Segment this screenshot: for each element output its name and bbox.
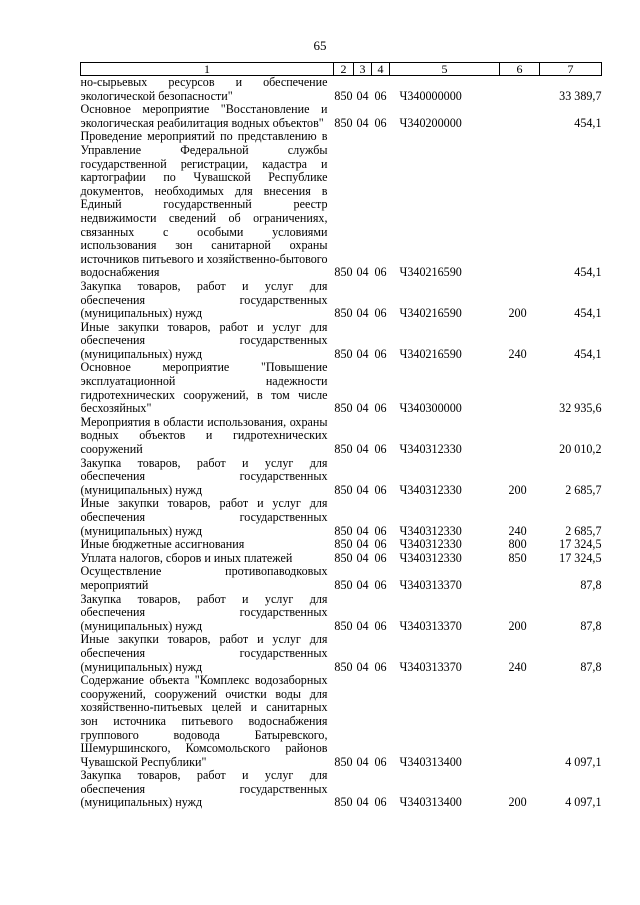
row-target-article: Ч340312330 bbox=[399, 523, 462, 538]
page-number: 65 bbox=[313, 38, 327, 53]
row-expense-type: 200 bbox=[508, 482, 527, 497]
table-row bbox=[81, 416, 602, 457]
row-subsection: 06 bbox=[374, 346, 387, 361]
row-section: 04 bbox=[356, 306, 369, 321]
column-header: 6 bbox=[500, 63, 540, 76]
table-row bbox=[81, 361, 602, 415]
row-target-article: Ч340216590 bbox=[399, 306, 462, 321]
table-row bbox=[81, 633, 602, 674]
row-amount: 32 935,6 bbox=[559, 401, 602, 416]
column-header: 5 bbox=[390, 63, 500, 76]
row-expense-type: 200 bbox=[508, 795, 527, 810]
row-name: Закупка товаров, работ и услуг для обеспечения государственных (муниципальных) нужд bbox=[80, 455, 328, 497]
column-header: 2 bbox=[334, 63, 354, 76]
column-header: 4 bbox=[372, 63, 390, 76]
row-name: Содержание объекта "Комплекс водозаборных сооружений, сооружений очистки воды для хозяйственно-питьевых целей и санитарных зон источника питьевого водоснабжения группового водовода Батыревского, Шемуршинского, Комсомольского районов Чувашской Республики" bbox=[80, 673, 328, 769]
row-name: Закупка товаров, работ и услуг для обеспечения государственных (муниципальных) нужд bbox=[80, 768, 328, 810]
row-admin-code: 850 bbox=[334, 523, 353, 538]
row-section: 04 bbox=[356, 265, 369, 280]
row-subsection: 06 bbox=[374, 537, 387, 552]
row-admin-code: 850 bbox=[334, 550, 353, 565]
row-expense-type bbox=[500, 361, 540, 415]
row-subsection: 06 bbox=[374, 265, 387, 280]
row-section: 04 bbox=[356, 795, 369, 810]
row-expense-type: 240 bbox=[508, 659, 527, 674]
row-admin-code: 850 bbox=[334, 306, 353, 321]
row-name: Основное мероприятие "Повышение эксплуатационной надежности гидротехнических сооружений, в том числе бесхозяйных" bbox=[80, 360, 328, 416]
row-amount: 454,1 bbox=[574, 346, 602, 361]
row-admin-code: 850 bbox=[334, 659, 353, 674]
row-target-article: Ч340313370 bbox=[399, 577, 462, 592]
row-subsection: 06 bbox=[374, 795, 387, 810]
table-row bbox=[81, 593, 602, 634]
row-amount: 4 097,1 bbox=[565, 754, 602, 769]
row-target-article: Ч340216590 bbox=[399, 265, 462, 280]
row-subsection: 06 bbox=[374, 88, 387, 103]
table-row bbox=[81, 538, 602, 552]
budget-table bbox=[80, 62, 602, 810]
row-section: 04 bbox=[356, 346, 369, 361]
row-amount: 2 685,7 bbox=[565, 482, 602, 497]
row-name: Мероприятия в области использования, охраны водных объектов и гидротехнических сооружений bbox=[80, 414, 328, 457]
row-amount: 17 324,5 bbox=[559, 550, 602, 565]
row-admin-code: 850 bbox=[334, 577, 353, 592]
row-expense-type: 850 bbox=[508, 550, 527, 565]
row-expense-type: 800 bbox=[508, 537, 527, 552]
table-row bbox=[81, 103, 602, 130]
table-row bbox=[81, 280, 602, 321]
row-target-article: Ч340000000 bbox=[399, 88, 462, 103]
column-header: 7 bbox=[540, 63, 602, 76]
row-subsection: 06 bbox=[374, 754, 387, 769]
row-section: 04 bbox=[356, 550, 369, 565]
row-expense-type bbox=[500, 76, 540, 104]
row-subsection: 06 bbox=[374, 577, 387, 592]
row-expense-type: 240 bbox=[508, 523, 527, 538]
row-admin-code: 850 bbox=[334, 401, 353, 416]
row-target-article: Ч340200000 bbox=[399, 115, 462, 130]
row-amount: 454,1 bbox=[574, 265, 602, 280]
table-row bbox=[81, 674, 602, 769]
row-section: 04 bbox=[356, 754, 369, 769]
row-target-article: Ч340313400 bbox=[399, 754, 462, 769]
row-name: Осуществление противопаводковых мероприятий bbox=[80, 564, 328, 592]
row-admin-code: 850 bbox=[334, 754, 353, 769]
row-section: 04 bbox=[356, 442, 369, 457]
table-row bbox=[81, 130, 602, 280]
row-section: 04 bbox=[356, 523, 369, 538]
table-row bbox=[81, 769, 602, 810]
row-admin-code: 850 bbox=[334, 537, 353, 552]
row-amount: 87,8 bbox=[580, 618, 602, 633]
row-section: 04 bbox=[356, 401, 369, 416]
row-section: 04 bbox=[356, 659, 369, 674]
row-target-article: Ч340216590 bbox=[399, 346, 462, 361]
row-name: но-сырьевых ресурсов и обеспечение экологической безопасности" bbox=[80, 75, 328, 103]
row-admin-code: 850 bbox=[334, 442, 353, 457]
table-row bbox=[81, 321, 602, 362]
row-amount: 87,8 bbox=[580, 659, 602, 674]
row-expense-type: 200 bbox=[508, 618, 527, 633]
row-amount: 454,1 bbox=[574, 306, 602, 321]
table-row bbox=[81, 457, 602, 498]
row-name: Иные закупки товаров, работ и услуг для обеспечения государственных (муниципальных) нужд bbox=[80, 632, 328, 674]
row-amount: 454,1 bbox=[574, 115, 602, 130]
row-expense-type bbox=[500, 565, 540, 592]
row-expense-type: 240 bbox=[508, 346, 527, 361]
row-target-article: Ч340300000 bbox=[399, 401, 462, 416]
row-expense-type: 200 bbox=[508, 306, 527, 321]
row-admin-code: 850 bbox=[334, 265, 353, 280]
row-target-article: Ч340313370 bbox=[399, 659, 462, 674]
row-expense-type bbox=[500, 416, 540, 457]
row-subsection: 06 bbox=[374, 659, 387, 674]
row-target-article: Ч340312330 bbox=[399, 482, 462, 497]
row-amount: 33 389,7 bbox=[559, 88, 602, 103]
table-row bbox=[81, 497, 602, 538]
row-target-article: Ч340312330 bbox=[399, 442, 462, 457]
row-admin-code: 850 bbox=[334, 482, 353, 497]
row-name: Иные закупки товаров, работ и услуг для обеспечения государственных (муниципальных) нужд bbox=[80, 496, 328, 538]
row-name: Основное мероприятие "Восстановление и экологическая реабилитация водных объектов" bbox=[80, 102, 328, 130]
row-target-article: Ч340313370 bbox=[399, 618, 462, 633]
table-header-row bbox=[81, 63, 602, 76]
table-row bbox=[81, 552, 602, 566]
row-admin-code: 850 bbox=[334, 618, 353, 633]
row-admin-code: 850 bbox=[334, 346, 353, 361]
row-subsection: 06 bbox=[374, 401, 387, 416]
row-amount: 2 685,7 bbox=[565, 523, 602, 538]
row-amount: 87,8 bbox=[580, 577, 602, 592]
row-subsection: 06 bbox=[374, 115, 387, 130]
row-name: Иные бюджетные ассигнования bbox=[80, 537, 245, 552]
row-amount: 20 010,2 bbox=[559, 442, 602, 457]
row-target-article: Ч340312330 bbox=[399, 550, 462, 565]
row-target-article: Ч340313400 bbox=[399, 795, 462, 810]
row-subsection: 06 bbox=[374, 618, 387, 633]
row-subsection: 06 bbox=[374, 550, 387, 565]
row-expense-type bbox=[500, 103, 540, 130]
row-section: 04 bbox=[356, 577, 369, 592]
row-name: Закупка товаров, работ и услуг для обеспечения государственных (муниципальных) нужд bbox=[80, 278, 328, 321]
row-expense-type bbox=[500, 674, 540, 769]
row-name: Иные закупки товаров, работ и услуг для обеспечения государственных (муниципальных) нужд bbox=[80, 319, 328, 361]
row-admin-code: 850 bbox=[334, 115, 353, 130]
row-admin-code: 850 bbox=[334, 88, 353, 103]
row-subsection: 06 bbox=[374, 306, 387, 321]
row-subsection: 06 bbox=[374, 523, 387, 538]
row-subsection: 06 bbox=[374, 442, 387, 457]
row-expense-type bbox=[500, 130, 540, 280]
row-section: 04 bbox=[356, 88, 369, 103]
row-section: 04 bbox=[356, 618, 369, 633]
row-section: 04 bbox=[356, 115, 369, 130]
row-target-article: Ч340312330 bbox=[399, 537, 462, 552]
row-amount: 17 324,5 bbox=[559, 537, 602, 552]
row-subsection: 06 bbox=[374, 482, 387, 497]
table-row bbox=[81, 565, 602, 592]
row-section: 04 bbox=[356, 537, 369, 552]
column-header: 3 bbox=[354, 63, 372, 76]
column-header: 1 bbox=[81, 63, 334, 76]
table-row bbox=[81, 76, 602, 104]
row-name: Проведение мероприятий по представлению в Управление Федеральной службы государственной регистрации, кадастра и картографии по Чувашской Республике документов, необходимых для внесения в Единый государственный реестр недвижимости сведений об ограничениях, связанных с особыми условиями использования зон санитарной охраны источников питьевого и хозяйственно-бытового водоснабжения bbox=[80, 129, 328, 280]
row-name: Уплата налогов, сборов и иных платежей bbox=[80, 550, 293, 565]
row-name: Закупка товаров, работ и услуг для обеспечения государственных (муниципальных) нужд bbox=[80, 591, 328, 633]
row-section: 04 bbox=[356, 482, 369, 497]
row-amount: 4 097,1 bbox=[565, 795, 602, 810]
row-admin-code: 850 bbox=[334, 795, 353, 810]
